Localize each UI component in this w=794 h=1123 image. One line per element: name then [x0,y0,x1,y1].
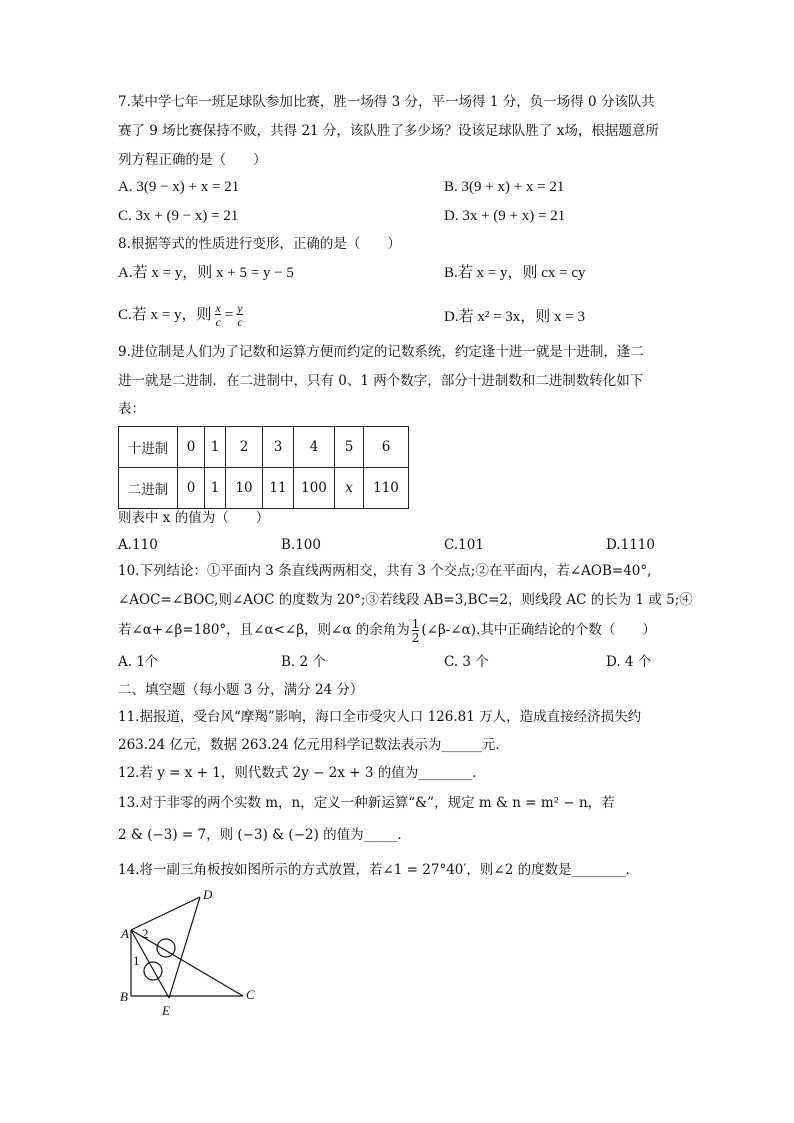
q7-stem-line3: 列方程正确的是（ ） [118,152,267,168]
table-cell: 5 [335,427,364,468]
q10-option-a: A. 1个 [118,654,159,670]
angle-label-2: 2 [142,926,149,941]
q13-stem-line2: 2 & (−3) = 7，则 (−3) & (−2) 的值为_____． [118,827,411,843]
q11-stem-line2: 263.24 亿元，数据 263.24 亿元用科学记数法表示为______元． [118,737,509,753]
table-cell: 十进制 [119,427,178,468]
q8-frac2-den: c [237,315,243,329]
q9-stem-line2: 进一就是二进制．在二进制中，只有 0、1 两个数字，部分十进制数和二进制数转化如下 [118,373,644,389]
q8-option-d: D.若 x² = 3x，则 x = 3 [444,309,585,325]
table-cell: 2 [226,427,263,468]
q8-option-c-fraction-x [215,302,220,328]
segment-de [169,897,200,998]
q8-frac1-den: c [215,315,221,329]
q12-stem: 12.若 y = x + 1，则代数式 2y − 2x + 3 的值为________． [118,765,486,781]
table-row-decimal [119,427,409,468]
q10-stem-line3 [118,618,656,644]
q11-stem-line1: 11.据报道，受台风“摩羯”影响，海口全市受灾人口 126.81 万人，造成直接经济损失约 [118,709,642,725]
table-cell: 1 [205,427,226,468]
table-cell: 1 [205,468,226,509]
q8-frac1-num: x [215,301,221,315]
q10-frac-den: 2 [411,631,420,645]
q10-stem-line2: ∠AOC=∠BOC,则∠AOC 的度数为 20°;③若线段 AB=3,BC=2，则线段 AC 的长为 1 或 5;④ [118,592,693,608]
q9-option-b: B.100 [281,537,321,553]
table-cell: 0 [178,468,205,509]
q10-fraction-half [412,618,420,644]
table-cell: x [335,468,364,509]
label-a: A [121,926,129,941]
q8-option-c-fraction-y [237,302,242,328]
q8-frac2-num: y [237,301,243,315]
q7-stem-line1: 7.某中学七年一班足球队参加比赛，胜一场得 3 分，平一场得 1 分，负一场得 0 分该队共 [118,94,655,110]
section-heading-fill-in: 二、填空题（每小题 3 分，满分 24 分） [118,682,364,698]
table-cell: 110 [364,468,409,509]
binary-conversion-table [118,426,409,509]
table-cell: 100 [294,468,335,509]
triangle-hole-upper [157,939,175,957]
q8-option-c-prefix: C.若 x = y，则 [118,306,212,323]
table-cell: 3 [263,427,294,468]
q8-option-a: A.若 x = y，则 x + 5 = y − 5 [118,265,294,281]
table-row-binary [119,468,409,509]
q7-option-d: D. 3x + (9 + x) = 21 [444,208,566,224]
q8-option-b: B.若 x = y，则 cx = cy [444,265,586,281]
label-b: B [120,989,128,1004]
q8-equals: = [224,306,234,323]
q8-stem: 8.根据等式的性质进行变形，正确的是（ ） [118,236,401,252]
q14-stem: 14.将一副三角板按如图所示的方式放置，若∠1 = 27°40′，则∠2 的度数是________． [118,862,640,878]
label-c: C [246,987,255,1002]
q10-option-c: C. 3 个 [444,654,489,670]
label-e: E [162,1003,170,1018]
q10-stem-line1: 10.下列结论：①平面内 3 条直线两两相交，共有 3 个交点;②在平面内，若∠AOB=40°, [118,563,652,579]
q9-stem-line1: 9.进位制是人们为了记数和运算方便而约定的记数系统，约定逢十进一就是十进制，逢二 [118,344,644,360]
q9-option-d: D.1110 [606,537,655,553]
q10-option-d: D. 4 个 [606,654,652,670]
q10-option-b: B. 2 个 [281,654,326,670]
q10-line3-text-b: (∠β-∠α).其中正确结论的个数（ ） [421,622,656,639]
q13-stem-line1: 13.对于非零的两个实数 m，n，定义一种新运算“&”，规定 m & n = m² − n，若 [118,795,615,811]
q10-frac-num: 1 [411,617,420,631]
table-cell: 6 [364,427,409,468]
set-square-figure [110,882,270,1018]
q10-line3-text-a: 若∠α+∠β=180°，且∠α<∠β，则∠α 的余角为 [118,622,410,639]
q9-after-table: 则表中 x 的值为（ ） [118,510,270,526]
table-cell: 二进制 [119,468,178,509]
q7-option-a: A. 3(9 − x) + x = 21 [118,179,240,195]
label-d: D [203,887,213,902]
q7-option-b: B. 3(9 + x) + x = 21 [444,179,565,195]
triangle-hole-lower [144,962,162,980]
q7-option-c: C. 3x + (9 − x) = 21 [118,208,239,224]
q7-stem-line2: 赛了 9 场比赛保持不败，共得 21 分，该队胜了多少场？设该足球队胜了 x场，根据题意所 [118,123,659,139]
q9-option-a: A.110 [118,537,158,553]
angle-label-1: 1 [133,953,140,968]
table-cell: 4 [294,427,335,468]
q9-option-c: C.101 [444,537,484,553]
table-cell: 0 [178,427,205,468]
q8-option-c [118,302,243,328]
table-cell: 10 [226,468,263,509]
table-cell: 11 [263,468,294,509]
q9-stem-line3: 表： [118,401,145,417]
